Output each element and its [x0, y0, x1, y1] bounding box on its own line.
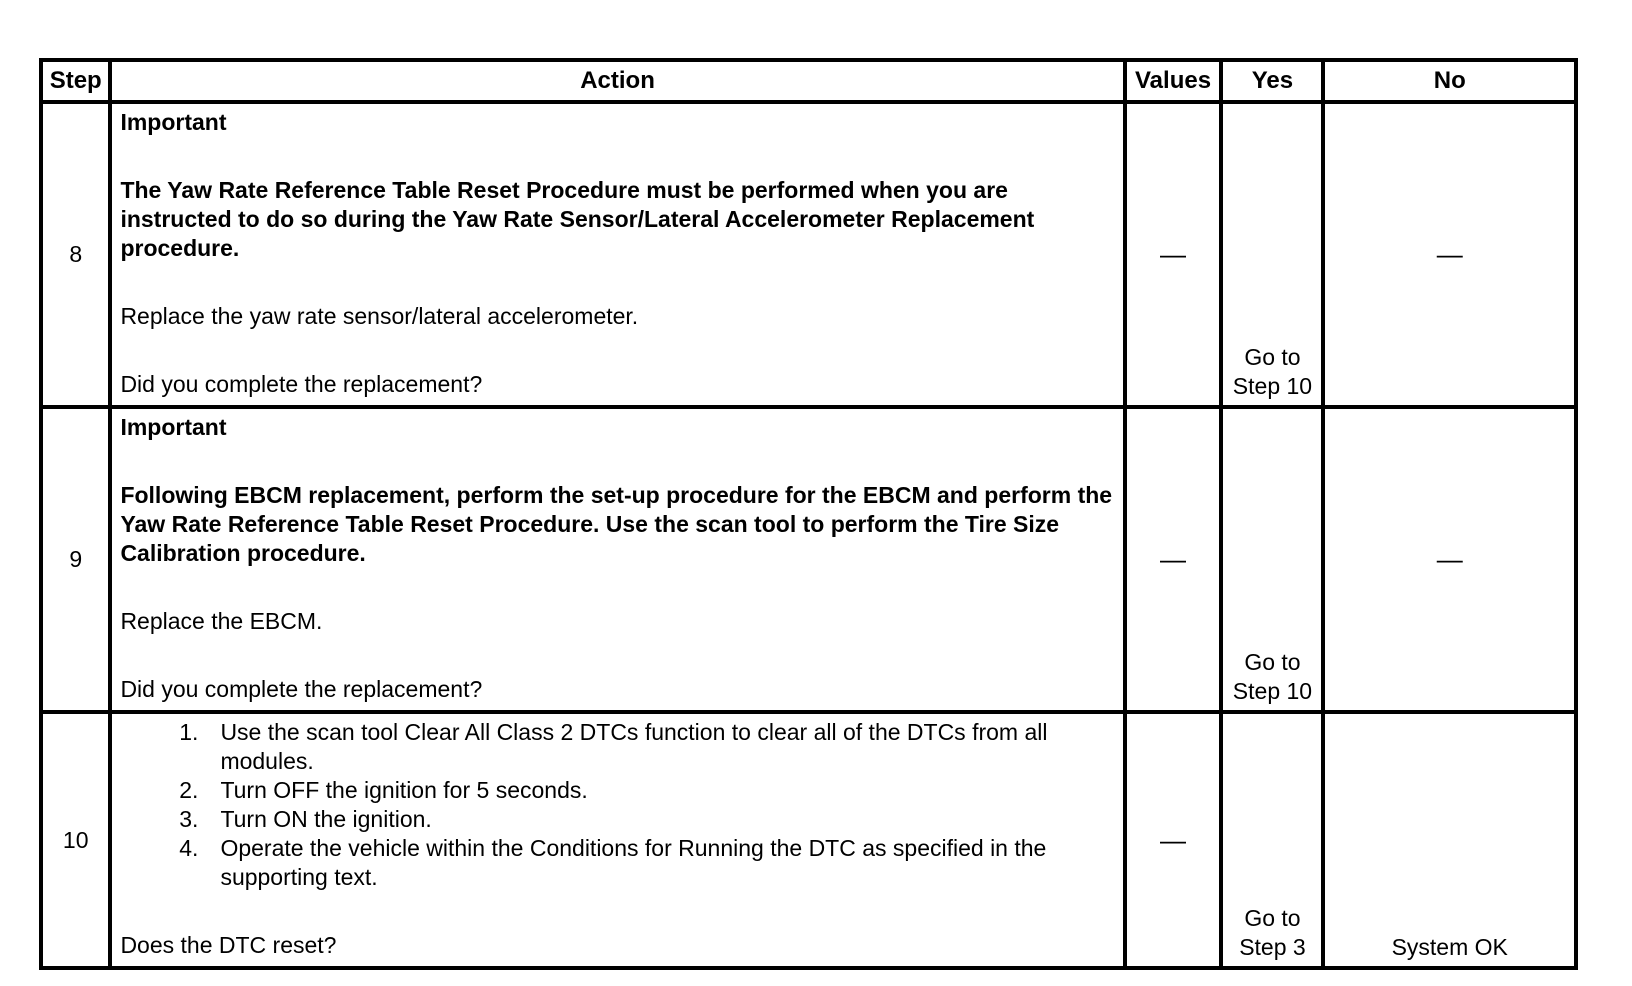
instruction-text: Replace the EBCM. [120, 608, 323, 634]
procedure-list [120, 718, 1114, 892]
action-cell [110, 407, 1124, 712]
step-number: 9 [41, 407, 110, 712]
step-number: 10 [41, 712, 110, 968]
header-values: Values [1125, 60, 1222, 102]
header-action: Action [110, 60, 1124, 102]
list-item [168, 805, 1114, 834]
important-label: Important [120, 109, 227, 135]
question-text: Did you complete the replacement? [120, 676, 483, 702]
list-item-text: Use the scan tool Clear All Class 2 DTCs function to clear all of the DTCs from all modules. [220, 719, 1048, 774]
list-item-number: 3. [179, 806, 199, 832]
diagnostic-table [39, 58, 1578, 970]
header-step: Step [41, 60, 110, 102]
no-cell: — [1323, 407, 1576, 712]
no-cell: System OK [1323, 712, 1576, 968]
question-text: Does the DTC reset? [120, 932, 337, 958]
no-cell: — [1323, 102, 1576, 407]
table-row-step-8 [41, 102, 1576, 407]
list-item-number: 4. [179, 835, 199, 861]
step-number: 8 [41, 102, 110, 407]
header-row [41, 60, 1576, 102]
list-item-text: Operate the vehicle within the Conditions for Running the DTC as specified in the supporting text. [220, 835, 1047, 890]
values-cell: — [1125, 712, 1222, 968]
list-item [168, 834, 1114, 892]
list-item-text: Turn OFF the ignition for 5 seconds. [220, 777, 588, 803]
table-row-step-10 [41, 712, 1576, 968]
list-item [168, 776, 1114, 805]
yes-goto-label: Go to [1244, 905, 1301, 931]
yes-goto-step: Step 10 [1232, 678, 1313, 704]
important-text: Following EBCM replacement, perform the set-up procedure for the EBCM and perform the Yaw Rate Reference Table Reset Procedure. Use the scan tool to perform the Tire Size Calibration procedure. [120, 482, 1113, 566]
list-item-number: 2. [179, 777, 199, 803]
yes-cell [1221, 712, 1323, 968]
important-text: The Yaw Rate Reference Table Reset Procedure must be performed when you are instructed to do so during the Yaw Rate Sensor/Lateral Accelerometer Replacement procedure. [120, 177, 1035, 261]
yes-goto-label: Go to [1244, 649, 1301, 675]
question-text: Did you complete the replacement? [120, 371, 483, 397]
important-label: Important [120, 414, 227, 440]
yes-goto-step: Step 10 [1232, 373, 1313, 399]
yes-cell [1221, 407, 1323, 712]
list-item-text: Turn ON the ignition. [220, 806, 432, 832]
instruction-text: Replace the yaw rate sensor/lateral accelerometer. [120, 303, 639, 329]
action-cell [110, 712, 1124, 968]
yes-cell [1221, 102, 1323, 407]
list-item-number: 1. [179, 719, 199, 745]
header-no: No [1323, 60, 1576, 102]
values-cell: — [1125, 102, 1222, 407]
yes-goto-step: Step 3 [1239, 934, 1306, 960]
list-item [168, 718, 1114, 776]
table-row-step-9 [41, 407, 1576, 712]
yes-goto-label: Go to [1244, 344, 1301, 370]
header-yes: Yes [1221, 60, 1323, 102]
action-cell [110, 102, 1124, 407]
values-cell: — [1125, 407, 1222, 712]
